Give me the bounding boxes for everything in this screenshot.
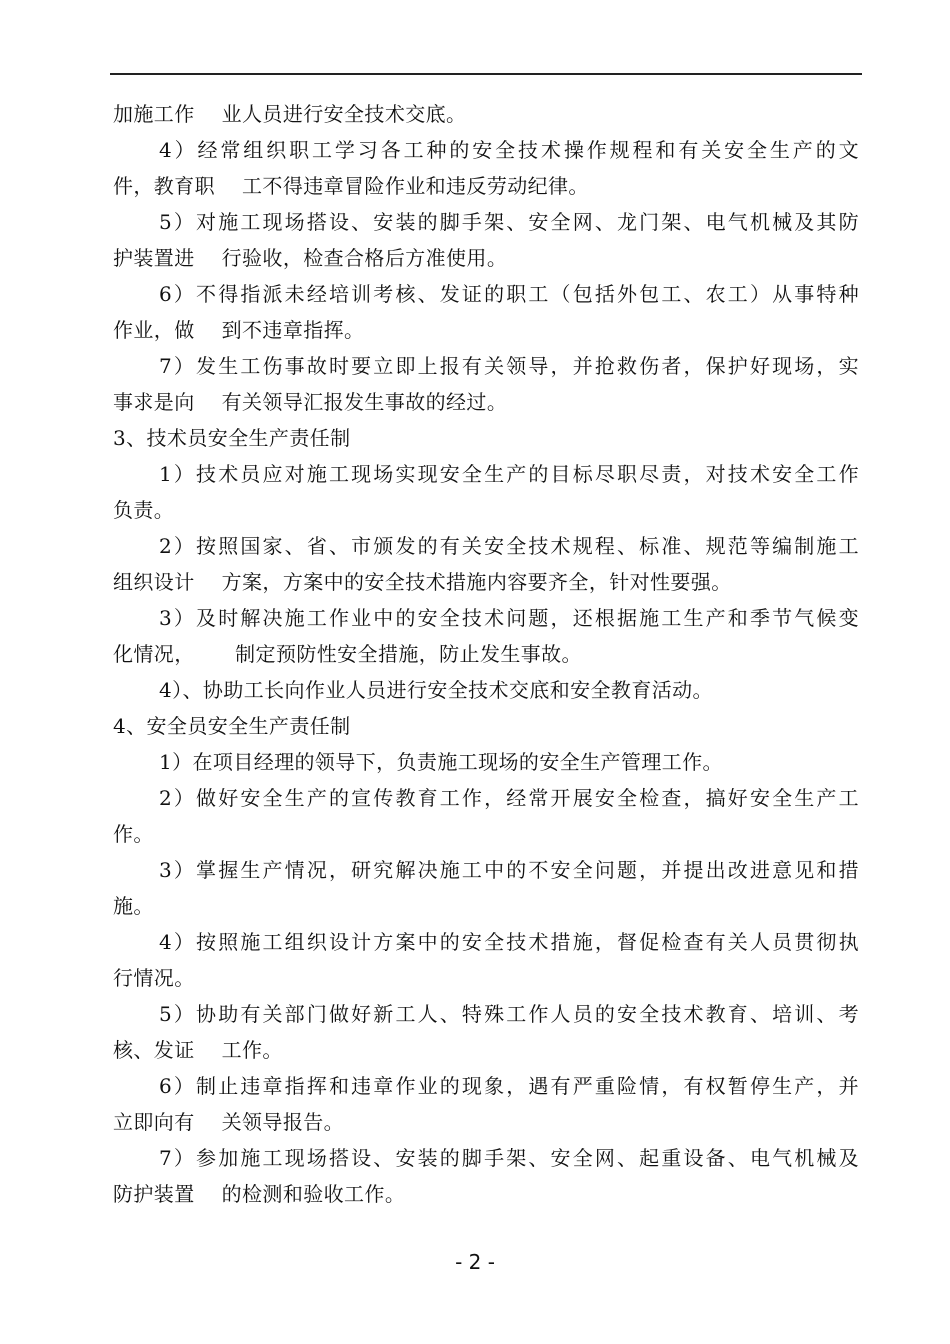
text-line: 7）发生工伤事故时要立即上报有关领导，并抢救伤者，保护好现场，实 <box>159 354 859 378</box>
text-line: 5）对施工现场搭设、安装的脚手架、安全网、龙门架、电气机械及其防 <box>159 210 859 234</box>
text-line: 3）及时解决施工作业中的安全技术问题，还根据施工生产和季节气候变 <box>159 606 859 630</box>
text-line: 事求是向 有关领导汇报发生事故的经过。 <box>113 390 508 414</box>
text-line: 6）制止违章指挥和违章作业的现象，遇有严重险情，有权暂停生产，并 <box>159 1074 859 1098</box>
text-line: 加施工作 业人员进行安全技术交底。 <box>113 102 467 126</box>
page-number: - 2 - <box>455 1250 495 1274</box>
text-line: 1）在项目经理的领导下，负责施工现场的安全生产管理工作。 <box>159 750 723 774</box>
text-line: 1）技术员应对施工现场实现安全生产的目标尽职尽责，对技术安全工作 <box>159 462 859 486</box>
document-body <box>113 96 859 1212</box>
text-line: 2）做好安全生产的宣传教育工作，经常开展安全检查，搞好安全生产工 <box>159 786 859 810</box>
text-line: 立即向有 关领导报告。 <box>113 1110 345 1134</box>
text-line: 防护装置 的检测和验收工作。 <box>113 1182 406 1206</box>
text-line: 3、技术员安全生产责任制 <box>113 426 351 450</box>
text-line: 组织设计 方案，方案中的安全技术措施内容要齐全，针对性要强。 <box>113 570 732 594</box>
text-line: 3）掌握生产情况，研究解决施工中的不安全问题，并提出改进意见和措 <box>159 858 859 882</box>
text-line: 4）经常组织职工学习各工种的安全技术操作规程和有关安全生产的文 <box>159 138 859 162</box>
text-line: 4、安全员安全生产责任制 <box>113 714 351 738</box>
text-line: 5）协助有关部门做好新工人、特殊工作人员的安全技术教育、培训、考 <box>159 1002 859 1026</box>
text-line: 行情况。 <box>113 966 195 990</box>
text-line: 负责。 <box>113 498 175 522</box>
text-line: 4）、协助工长向作业人员进行安全技术交底和安全教育活动。 <box>159 678 713 702</box>
text-line: 作业，做 到不违章指挥。 <box>113 318 365 342</box>
header-rule <box>110 73 862 75</box>
text-line: 核、发证 工作。 <box>113 1038 283 1062</box>
text-line: 施。 <box>113 894 154 918</box>
text-line: 化情况， 制定预防性安全措施，防止发生事故。 <box>113 642 582 666</box>
text-line: 护装置进 行验收，检查合格后方准使用。 <box>113 246 508 270</box>
text-line: 2）按照国家、省、市颁发的有关安全技术规程、标准、规范等编制施工 <box>159 534 859 558</box>
text-line: 作。 <box>113 822 154 846</box>
text-line: 件，教育职 工不得违章冒险作业和违反劳动纪律。 <box>113 174 589 198</box>
text-line: 7）参加施工现场搭设、安装的脚手架、安全网、起重设备、电气机械及 <box>159 1146 859 1170</box>
text-line: 4）按照施工组织设计方案中的安全技术措施，督促检查有关人员贯彻执 <box>159 930 859 954</box>
text-line: 6）不得指派未经培训考核、发证的职工（包括外包工、农工）从事特种 <box>159 282 859 306</box>
